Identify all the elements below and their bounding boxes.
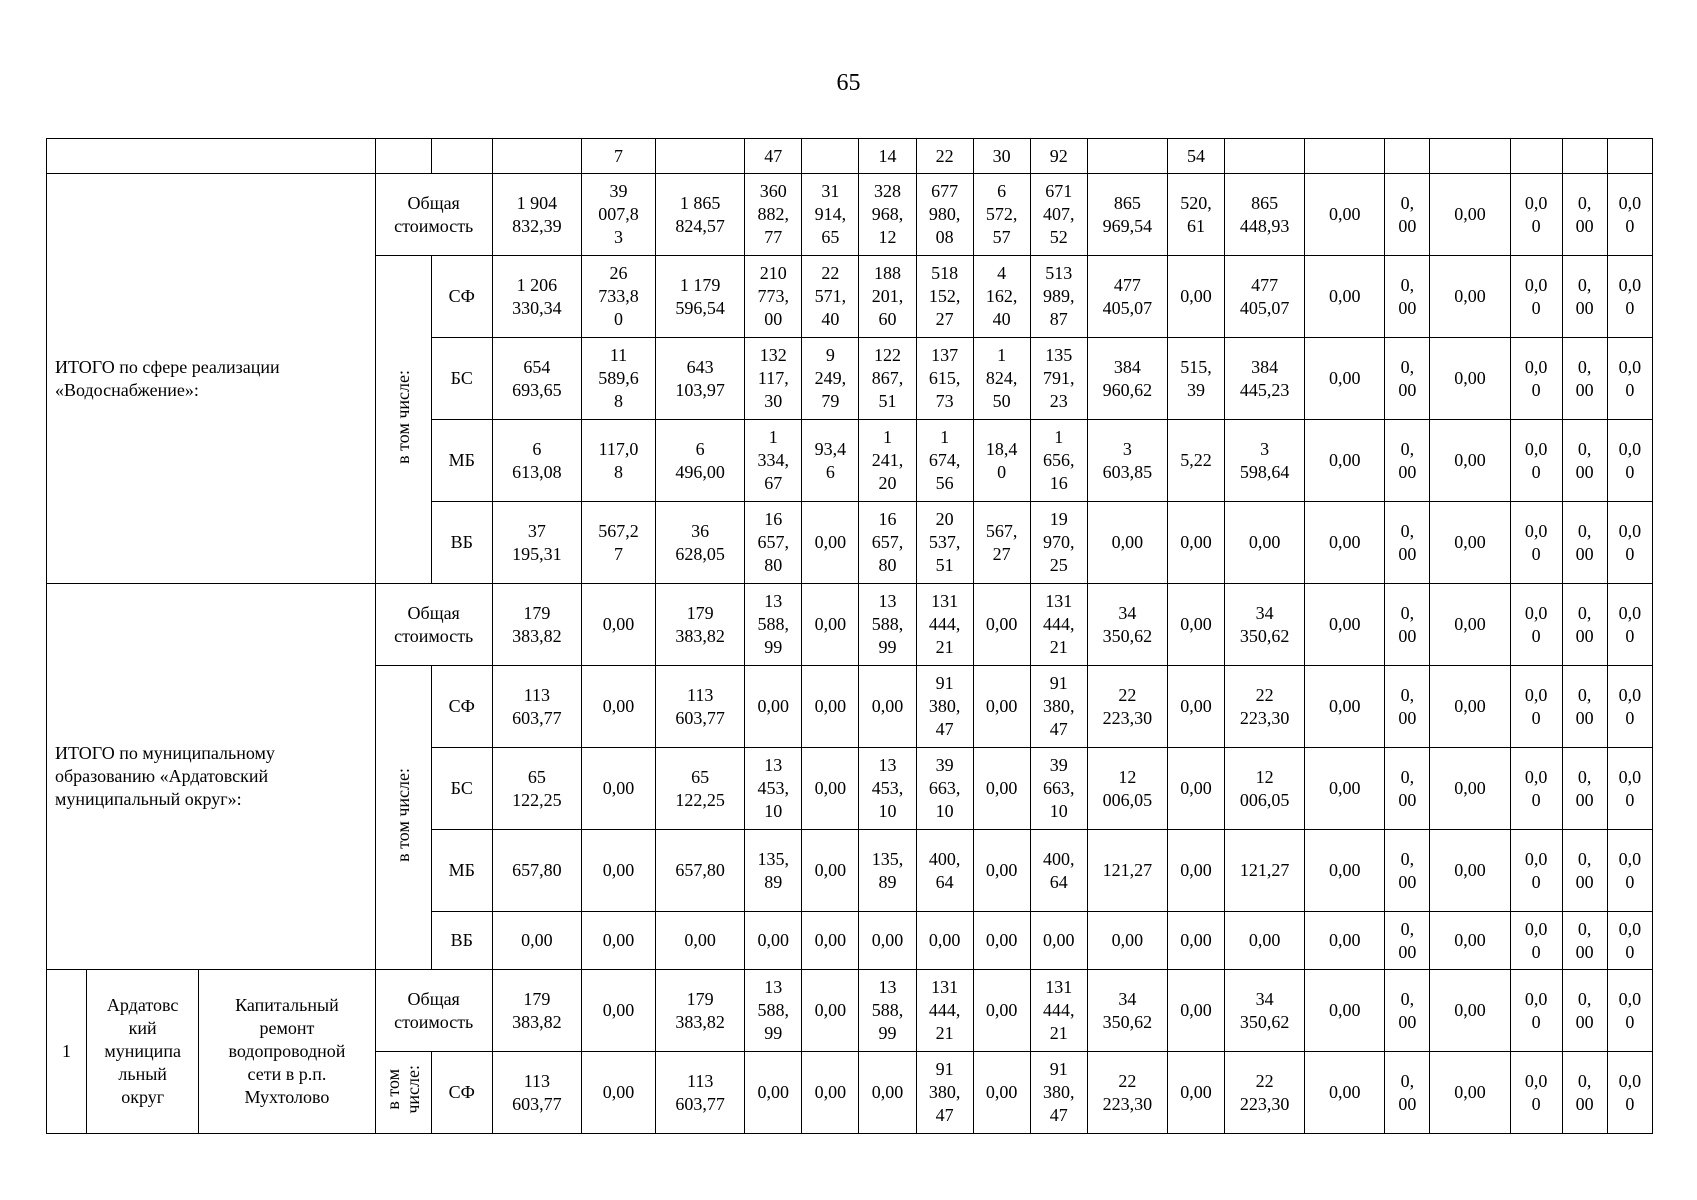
header-cell bbox=[1305, 139, 1385, 174]
value-cell: 39 007,8 3 bbox=[581, 174, 655, 256]
value-cell: 135 791, 23 bbox=[1030, 338, 1087, 420]
value-cell: 360 882, 77 bbox=[745, 174, 802, 256]
value-cell: 0,0 0 bbox=[1607, 584, 1652, 666]
budget-code: СФ bbox=[431, 256, 492, 338]
value-cell: 0,00 bbox=[802, 970, 859, 1052]
value-cell: 0, 00 bbox=[1562, 912, 1607, 970]
value-cell: 13 588, 99 bbox=[745, 584, 802, 666]
value-cell: 0,00 bbox=[1167, 912, 1224, 970]
value-cell: 0,00 bbox=[859, 912, 916, 970]
value-cell: 39 663, 10 bbox=[1030, 748, 1087, 830]
value-cell: 400, 64 bbox=[916, 830, 973, 912]
budget-code: ВБ bbox=[431, 502, 492, 584]
value-cell: 0,00 bbox=[492, 912, 581, 970]
value-cell: 13 453, 10 bbox=[859, 748, 916, 830]
value-cell: 654 693,65 bbox=[492, 338, 581, 420]
value-cell: 11 589,6 8 bbox=[581, 338, 655, 420]
value-cell: 91 380, 47 bbox=[1030, 1052, 1087, 1134]
value-cell: 865 448,93 bbox=[1225, 174, 1305, 256]
value-cell: 6 496,00 bbox=[656, 420, 745, 502]
value-cell: 22 223,30 bbox=[1087, 666, 1167, 748]
value-cell: 179 383,82 bbox=[492, 584, 581, 666]
value-cell: 0,00 bbox=[1225, 502, 1305, 584]
value-cell: 13 588, 99 bbox=[859, 584, 916, 666]
value-cell: 0,00 bbox=[581, 830, 655, 912]
value-cell: 0, 00 bbox=[1562, 420, 1607, 502]
value-cell: 135, 89 bbox=[859, 830, 916, 912]
header-cell bbox=[656, 139, 745, 174]
value-cell: 0,0 0 bbox=[1607, 1052, 1652, 1134]
value-cell: 0,0 0 bbox=[1607, 748, 1652, 830]
value-cell: 0,00 bbox=[656, 912, 745, 970]
value-cell: 0, 00 bbox=[1562, 830, 1607, 912]
value-cell: 567,2 7 bbox=[581, 502, 655, 584]
value-cell: 12 006,05 bbox=[1087, 748, 1167, 830]
value-cell: 93,4 6 bbox=[802, 420, 859, 502]
vertical-label: в том числе: bbox=[393, 369, 414, 464]
value-cell: 0,00 bbox=[581, 912, 655, 970]
value-cell: 0,00 bbox=[1430, 1052, 1510, 1134]
value-cell: 18,4 0 bbox=[973, 420, 1030, 502]
value-cell: 0,00 bbox=[581, 1052, 655, 1134]
project-number: 1 bbox=[47, 970, 87, 1134]
header-cell: 30 bbox=[973, 139, 1030, 174]
value-cell: 0, 00 bbox=[1385, 584, 1430, 666]
value-cell: 13 588, 99 bbox=[859, 970, 916, 1052]
value-cell: 0,00 bbox=[973, 666, 1030, 748]
value-cell: 16 657, 80 bbox=[859, 502, 916, 584]
value-cell: 131 444, 21 bbox=[1030, 584, 1087, 666]
value-cell: 0,00 bbox=[1430, 748, 1510, 830]
value-cell: 6 613,08 bbox=[492, 420, 581, 502]
value-cell: 0, 00 bbox=[1385, 912, 1430, 970]
value-cell: 34 350,62 bbox=[1225, 970, 1305, 1052]
value-cell: 400, 64 bbox=[1030, 830, 1087, 912]
value-cell: 1 206 330,34 bbox=[492, 256, 581, 338]
value-cell: 0,0 0 bbox=[1607, 666, 1652, 748]
value-cell: 0, 00 bbox=[1562, 666, 1607, 748]
value-cell: 117,0 8 bbox=[581, 420, 655, 502]
value-cell: 5,22 bbox=[1167, 420, 1224, 502]
value-cell: 0,00 bbox=[1430, 502, 1510, 584]
value-cell: 210 773, 00 bbox=[745, 256, 802, 338]
value-cell: 0,00 bbox=[802, 584, 859, 666]
value-cell: 39 663, 10 bbox=[916, 748, 973, 830]
header-cell: 7 bbox=[581, 139, 655, 174]
header-cell bbox=[1225, 139, 1305, 174]
table-row bbox=[47, 139, 1653, 174]
header-cell: 47 bbox=[745, 139, 802, 174]
value-cell: 0,00 bbox=[1430, 420, 1510, 502]
value-cell: 0, 00 bbox=[1562, 1052, 1607, 1134]
value-cell: 113 603,77 bbox=[656, 666, 745, 748]
value-cell: 0,0 0 bbox=[1607, 830, 1652, 912]
value-cell: 0,00 bbox=[973, 748, 1030, 830]
value-cell: 113 603,77 bbox=[492, 666, 581, 748]
budget-code: ВБ bbox=[431, 912, 492, 970]
value-cell: 0, 00 bbox=[1562, 584, 1607, 666]
value-cell: 22 571, 40 bbox=[802, 256, 859, 338]
value-cell: 131 444, 21 bbox=[1030, 970, 1087, 1052]
value-cell: 179 383,82 bbox=[656, 584, 745, 666]
value-cell: 0,00 bbox=[1430, 256, 1510, 338]
value-cell: 0,0 0 bbox=[1607, 420, 1652, 502]
value-cell: 0, 00 bbox=[1562, 502, 1607, 584]
value-cell: 0,00 bbox=[1430, 338, 1510, 420]
value-cell: 0,00 bbox=[745, 666, 802, 748]
value-cell: 0,00 bbox=[1030, 912, 1087, 970]
header-cell: 54 bbox=[1167, 139, 1224, 174]
value-cell: 865 969,54 bbox=[1087, 174, 1167, 256]
value-cell: 13 453, 10 bbox=[745, 748, 802, 830]
value-cell: 121,27 bbox=[1087, 830, 1167, 912]
value-cell: 19 970, 25 bbox=[1030, 502, 1087, 584]
value-cell: 0,00 bbox=[1167, 256, 1224, 338]
value-cell: 518 152, 27 bbox=[916, 256, 973, 338]
value-cell: 0,00 bbox=[1305, 912, 1385, 970]
value-cell: 0,00 bbox=[1225, 912, 1305, 970]
value-cell: 0,00 bbox=[581, 584, 655, 666]
header-cell: 14 bbox=[859, 139, 916, 174]
value-cell: 0,0 0 bbox=[1510, 502, 1562, 584]
total-label: Общая стоимость bbox=[375, 174, 492, 256]
value-cell: 0,00 bbox=[802, 748, 859, 830]
value-cell: 22 223,30 bbox=[1087, 1052, 1167, 1134]
value-cell: 0, 00 bbox=[1385, 420, 1430, 502]
value-cell: 113 603,77 bbox=[492, 1052, 581, 1134]
including-label bbox=[375, 666, 431, 970]
value-cell: 137 615, 73 bbox=[916, 338, 973, 420]
value-cell: 0, 00 bbox=[1562, 970, 1607, 1052]
value-cell: 31 914, 65 bbox=[802, 174, 859, 256]
value-cell: 0,0 0 bbox=[1607, 912, 1652, 970]
value-cell: 328 968, 12 bbox=[859, 174, 916, 256]
value-cell: 1 334, 67 bbox=[745, 420, 802, 502]
value-cell: 34 350,62 bbox=[1225, 584, 1305, 666]
value-cell: 0, 00 bbox=[1385, 830, 1430, 912]
value-cell: 91 380, 47 bbox=[1030, 666, 1087, 748]
budget-code: СФ bbox=[431, 1052, 492, 1134]
value-cell: 0,00 bbox=[1305, 338, 1385, 420]
value-cell: 0,00 bbox=[1087, 912, 1167, 970]
value-cell: 0,00 bbox=[1305, 174, 1385, 256]
header-cell bbox=[1430, 139, 1510, 174]
value-cell: 121,27 bbox=[1225, 830, 1305, 912]
value-cell: 34 350,62 bbox=[1087, 584, 1167, 666]
value-cell: 3 598,64 bbox=[1225, 420, 1305, 502]
vertical-label: в том числе: bbox=[383, 1065, 424, 1114]
value-cell: 0,00 bbox=[802, 912, 859, 970]
value-cell: 0,00 bbox=[1087, 502, 1167, 584]
value-cell: 0,00 bbox=[1430, 970, 1510, 1052]
value-cell: 0,00 bbox=[1305, 1052, 1385, 1134]
value-cell: 0,00 bbox=[1305, 830, 1385, 912]
value-cell: 20 537, 51 bbox=[916, 502, 973, 584]
value-cell: 0,00 bbox=[973, 584, 1030, 666]
value-cell: 0,00 bbox=[973, 970, 1030, 1052]
value-cell: 0, 00 bbox=[1562, 338, 1607, 420]
value-cell: 0, 00 bbox=[1385, 970, 1430, 1052]
header-blank bbox=[375, 139, 431, 174]
value-cell: 0,0 0 bbox=[1510, 256, 1562, 338]
value-cell: 0, 00 bbox=[1385, 174, 1430, 256]
value-cell: 0,00 bbox=[1305, 666, 1385, 748]
value-cell: 22 223,30 bbox=[1225, 666, 1305, 748]
value-cell: 671 407, 52 bbox=[1030, 174, 1087, 256]
table-row bbox=[47, 584, 1653, 666]
value-cell: 677 980, 08 bbox=[916, 174, 973, 256]
including-label bbox=[375, 256, 431, 584]
value-cell: 0,00 bbox=[802, 1052, 859, 1134]
value-cell: 0, 00 bbox=[1562, 256, 1607, 338]
value-cell: 0,00 bbox=[916, 912, 973, 970]
value-cell: 132 117, 30 bbox=[745, 338, 802, 420]
value-cell: 1 656, 16 bbox=[1030, 420, 1087, 502]
including-label bbox=[375, 1052, 431, 1134]
group-title: ИТОГО по муниципальному образованию «Ардатовский муниципальный округ»: bbox=[47, 584, 376, 970]
table-row bbox=[47, 174, 1653, 256]
value-cell: 34 350,62 bbox=[1087, 970, 1167, 1052]
value-cell: 0,00 bbox=[581, 666, 655, 748]
value-cell: 0,00 bbox=[1430, 912, 1510, 970]
value-cell: 0,00 bbox=[1305, 584, 1385, 666]
value-cell: 91 380, 47 bbox=[916, 1052, 973, 1134]
value-cell: 12 006,05 bbox=[1225, 748, 1305, 830]
total-label: Общая стоимость bbox=[375, 584, 492, 666]
value-cell: 0, 00 bbox=[1385, 338, 1430, 420]
header-cell bbox=[1087, 139, 1167, 174]
value-cell: 657,80 bbox=[656, 830, 745, 912]
value-cell: 0,0 0 bbox=[1510, 420, 1562, 502]
value-cell: 0,00 bbox=[973, 1052, 1030, 1134]
value-cell: 0,0 0 bbox=[1510, 1052, 1562, 1134]
value-cell: 0,00 bbox=[1167, 666, 1224, 748]
value-cell: 0,00 bbox=[973, 912, 1030, 970]
value-cell: 643 103,97 bbox=[656, 338, 745, 420]
value-cell: 16 657, 80 bbox=[745, 502, 802, 584]
value-cell: 37 195,31 bbox=[492, 502, 581, 584]
value-cell: 1 824, 50 bbox=[973, 338, 1030, 420]
value-cell: 26 733,8 0 bbox=[581, 256, 655, 338]
value-cell: 1 865 824,57 bbox=[656, 174, 745, 256]
budget-code: БС bbox=[431, 338, 492, 420]
value-cell: 188 201, 60 bbox=[859, 256, 916, 338]
value-cell: 1 904 832,39 bbox=[492, 174, 581, 256]
value-cell: 0,00 bbox=[1430, 174, 1510, 256]
header-cell bbox=[1385, 139, 1430, 174]
value-cell: 0,00 bbox=[1167, 830, 1224, 912]
value-cell: 0,00 bbox=[745, 1052, 802, 1134]
header-blank bbox=[431, 139, 492, 174]
header-cell bbox=[1607, 139, 1652, 174]
value-cell: 13 588, 99 bbox=[745, 970, 802, 1052]
value-cell: 0,00 bbox=[581, 748, 655, 830]
header-cell: 22 bbox=[916, 139, 973, 174]
value-cell: 122 867, 51 bbox=[859, 338, 916, 420]
value-cell: 1 179 596,54 bbox=[656, 256, 745, 338]
value-cell: 513 989, 87 bbox=[1030, 256, 1087, 338]
value-cell: 3 603,85 bbox=[1087, 420, 1167, 502]
value-cell: 0,0 0 bbox=[1510, 970, 1562, 1052]
value-cell: 0,0 0 bbox=[1510, 338, 1562, 420]
value-cell: 0, 00 bbox=[1385, 666, 1430, 748]
value-cell: 0,00 bbox=[1167, 502, 1224, 584]
budget-code: БС bbox=[431, 748, 492, 830]
value-cell: 0,0 0 bbox=[1510, 584, 1562, 666]
value-cell: 520, 61 bbox=[1167, 174, 1224, 256]
value-cell: 0,00 bbox=[1430, 666, 1510, 748]
value-cell: 0,00 bbox=[802, 502, 859, 584]
value-cell: 113 603,77 bbox=[656, 1052, 745, 1134]
value-cell: 0,00 bbox=[802, 666, 859, 748]
value-cell: 657,80 bbox=[492, 830, 581, 912]
value-cell: 0,00 bbox=[581, 970, 655, 1052]
value-cell: 477 405,07 bbox=[1225, 256, 1305, 338]
header-cell bbox=[1510, 139, 1562, 174]
value-cell: 91 380, 47 bbox=[916, 666, 973, 748]
value-cell: 0,00 bbox=[745, 912, 802, 970]
value-cell: 0,0 0 bbox=[1510, 748, 1562, 830]
project-name: Капитальный ремонт водопроводной сети в р.п. Мухтолово bbox=[199, 970, 375, 1134]
value-cell: 131 444, 21 bbox=[916, 970, 973, 1052]
value-cell: 0,0 0 bbox=[1510, 830, 1562, 912]
value-cell: 0,00 bbox=[802, 830, 859, 912]
value-cell: 384 960,62 bbox=[1087, 338, 1167, 420]
header-cell bbox=[492, 139, 581, 174]
budget-table bbox=[46, 138, 1653, 1134]
header-blank bbox=[47, 139, 376, 174]
value-cell: 0, 00 bbox=[1385, 748, 1430, 830]
value-cell: 0,0 0 bbox=[1607, 256, 1652, 338]
header-cell bbox=[802, 139, 859, 174]
header-cell: 92 bbox=[1030, 139, 1087, 174]
value-cell: 179 383,82 bbox=[492, 970, 581, 1052]
value-cell: 0,0 0 bbox=[1510, 912, 1562, 970]
value-cell: 384 445,23 bbox=[1225, 338, 1305, 420]
value-cell: 6 572, 57 bbox=[973, 174, 1030, 256]
value-cell: 0,00 bbox=[859, 1052, 916, 1134]
value-cell: 0, 00 bbox=[1562, 174, 1607, 256]
project-municipality: Ардатовс кий муниципа льный округ bbox=[87, 970, 199, 1134]
value-cell: 0,00 bbox=[1167, 970, 1224, 1052]
value-cell: 22 223,30 bbox=[1225, 1052, 1305, 1134]
value-cell: 65 122,25 bbox=[492, 748, 581, 830]
value-cell: 135, 89 bbox=[745, 830, 802, 912]
budget-code: СФ bbox=[431, 666, 492, 748]
value-cell: 0,00 bbox=[1430, 830, 1510, 912]
value-cell: 4 162, 40 bbox=[973, 256, 1030, 338]
value-cell: 0,0 0 bbox=[1510, 174, 1562, 256]
value-cell: 131 444, 21 bbox=[916, 584, 973, 666]
value-cell: 477 405,07 bbox=[1087, 256, 1167, 338]
value-cell: 0,00 bbox=[1167, 1052, 1224, 1134]
header-cell bbox=[1562, 139, 1607, 174]
value-cell: 0,00 bbox=[1305, 256, 1385, 338]
value-cell: 1 674, 56 bbox=[916, 420, 973, 502]
value-cell: 9 249, 79 bbox=[802, 338, 859, 420]
value-cell: 1 241, 20 bbox=[859, 420, 916, 502]
value-cell: 0,00 bbox=[1305, 420, 1385, 502]
value-cell: 0,00 bbox=[973, 830, 1030, 912]
value-cell: 0,00 bbox=[1167, 748, 1224, 830]
value-cell: 0, 00 bbox=[1562, 748, 1607, 830]
vertical-label: в том числе: bbox=[393, 767, 414, 862]
table-row bbox=[47, 970, 1653, 1052]
value-cell: 65 122,25 bbox=[656, 748, 745, 830]
value-cell: 0,0 0 bbox=[1607, 502, 1652, 584]
value-cell: 0,00 bbox=[1305, 502, 1385, 584]
value-cell: 515, 39 bbox=[1167, 338, 1224, 420]
budget-code: МБ bbox=[431, 830, 492, 912]
value-cell: 0,0 0 bbox=[1607, 338, 1652, 420]
value-cell: 0,00 bbox=[1305, 970, 1385, 1052]
value-cell: 567, 27 bbox=[973, 502, 1030, 584]
value-cell: 36 628,05 bbox=[656, 502, 745, 584]
budget-code: МБ bbox=[431, 420, 492, 502]
value-cell: 0, 00 bbox=[1385, 256, 1430, 338]
value-cell: 0,0 0 bbox=[1607, 970, 1652, 1052]
value-cell: 0,0 0 bbox=[1607, 174, 1652, 256]
value-cell: 0, 00 bbox=[1385, 1052, 1430, 1134]
value-cell: 179 383,82 bbox=[656, 970, 745, 1052]
value-cell: 0,00 bbox=[859, 666, 916, 748]
value-cell: 0,00 bbox=[1167, 584, 1224, 666]
value-cell: 0, 00 bbox=[1385, 502, 1430, 584]
total-label: Общая стоимость bbox=[375, 970, 492, 1052]
value-cell: 0,0 0 bbox=[1510, 666, 1562, 748]
page-number: 65 bbox=[836, 70, 861, 96]
group-title: ИТОГО по сфере реализации «Водоснабжение»: bbox=[47, 174, 376, 584]
value-cell: 0,00 bbox=[1430, 584, 1510, 666]
value-cell: 0,00 bbox=[1305, 748, 1385, 830]
